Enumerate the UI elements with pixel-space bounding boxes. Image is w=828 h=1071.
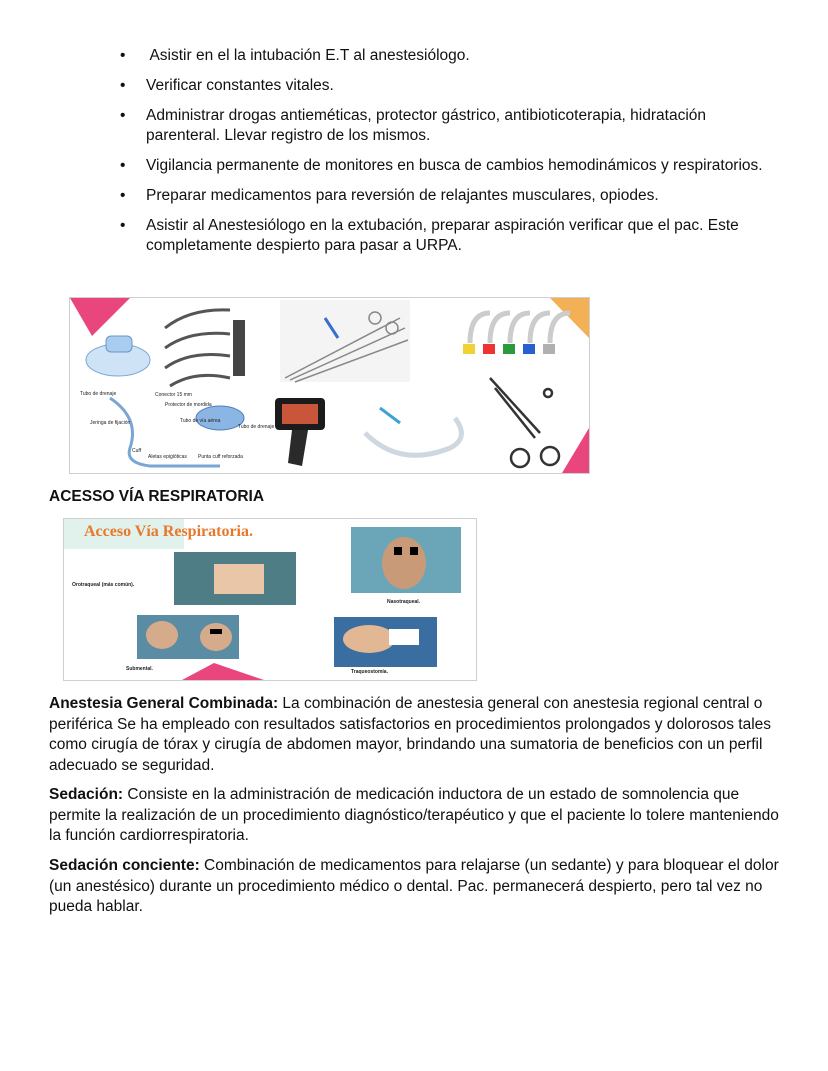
list-item: • Asistir en el la intubación E.T al anestesiólogo. <box>120 47 470 64</box>
diagram-label: Aletas epiglóticas <box>148 454 187 460</box>
caption-orotracheal: Orotraqueal (más común). <box>72 582 135 588</box>
bullet-icon: • <box>120 107 126 124</box>
bullet-icon: • <box>120 47 126 64</box>
laryngoscope-icon <box>165 310 245 386</box>
bullet-icon: • <box>120 77 126 94</box>
paragraph-sedacion-conciente: Sedación conciente: Combinación de medicamentos para relajarse (un sedante) y para bloquear el dolor (un anestésico) durante un procedimiento médico o dental. Pac. permanecerá despierto, pero tal vez no pueda hablar. <box>49 857 779 915</box>
diagram-label: Tubo de drenaje <box>238 424 275 430</box>
airway-diagram <box>80 391 274 466</box>
diagram-label: Protector de mordida <box>165 402 212 408</box>
video-laryngoscope-icon <box>275 398 325 466</box>
guedel-airway-icon <box>470 313 570 343</box>
term: Sedación: <box>49 786 124 803</box>
figure-title: Acceso Vía Respiratoria. <box>84 523 253 540</box>
submental-photo <box>137 615 239 659</box>
diagram-label: Jeringa de fijación <box>90 420 131 426</box>
section-heading: ACESSO VÍA RESPIRATORIA <box>49 488 265 505</box>
pink-accent-shape <box>562 428 589 473</box>
caption-tracheostomy: Traqueostomía. <box>351 669 388 675</box>
tracheostomy-photo <box>334 617 437 667</box>
list-item: • Verificar constantes vitales. <box>120 77 334 94</box>
bullet-icon: • <box>120 217 126 234</box>
caption-submental: Submental. <box>126 666 153 672</box>
guedel-airway-colors <box>463 344 555 354</box>
nasotracheal-photo <box>351 527 461 593</box>
bullet-icon: • <box>120 157 126 174</box>
task-list <box>118 46 778 266</box>
airway-access-figure <box>63 518 477 681</box>
list-item: • Preparar medicamentos para reversión de relajantes musculares, opiodes. <box>120 187 659 204</box>
guide-wire-icon <box>280 300 410 382</box>
laryngeal-mask-icon <box>86 336 150 376</box>
diagram-label: Cuff <box>132 448 142 454</box>
term: Anestesia General Combinada: <box>49 695 279 712</box>
paragraph-anestesia-combinada: Anestesia General Combinada: La combinación de anestesia general con anestesia regional central o periférica Se ha empleado con resultados satisfactorios en procedimientos prolongados y dolorosos tales como cirugía de tórax y cirugía de abdomen mayor, brindando una sumatoria de beneficios con un perfil adecuado se seguridad. <box>49 695 772 774</box>
term: Sedación conciente: <box>49 857 200 874</box>
airway-equipment-figure <box>69 297 590 474</box>
list-item: • Vigilancia permanente de monitores en busca de cambios hemodinámicos y respiratorios. <box>120 157 763 174</box>
diagram-label: Conector 15 mm <box>155 392 192 398</box>
magill-forceps-icon <box>490 378 559 467</box>
paragraph-sedacion: Sedación: Consiste en la administración de medicación inductora de un estado de somnolencia que permite la realización de un procedimiento diagnóstico/terapéutico y que el paciente lo tolere manteniendo la función cardiorrespiratoria. <box>49 786 779 844</box>
endotracheal-tube-icon <box>365 408 461 455</box>
diagram-label: Tubo de vía aérea <box>180 418 221 424</box>
list-item: • Asistir al Anestesiólogo en la extubación, preparar aspiración verificar que el pac. Este completamente despierto para pasar a URPA. <box>120 217 739 254</box>
orotracheal-photo <box>174 552 296 605</box>
diagram-label: Tubo de drenaje <box>80 391 117 397</box>
bullet-icon: • <box>120 187 126 204</box>
pink-accent-shape <box>70 298 130 336</box>
diagram-label: Punta cuff reforzada <box>198 454 243 460</box>
caption-nasotracheal: Nasotraqueal. <box>387 599 421 605</box>
list-item: • Administrar drogas antieméticas, protector gástrico, antibioticoterapia, hidratación parenteral. Llevar registro de los mismos. <box>120 107 706 144</box>
